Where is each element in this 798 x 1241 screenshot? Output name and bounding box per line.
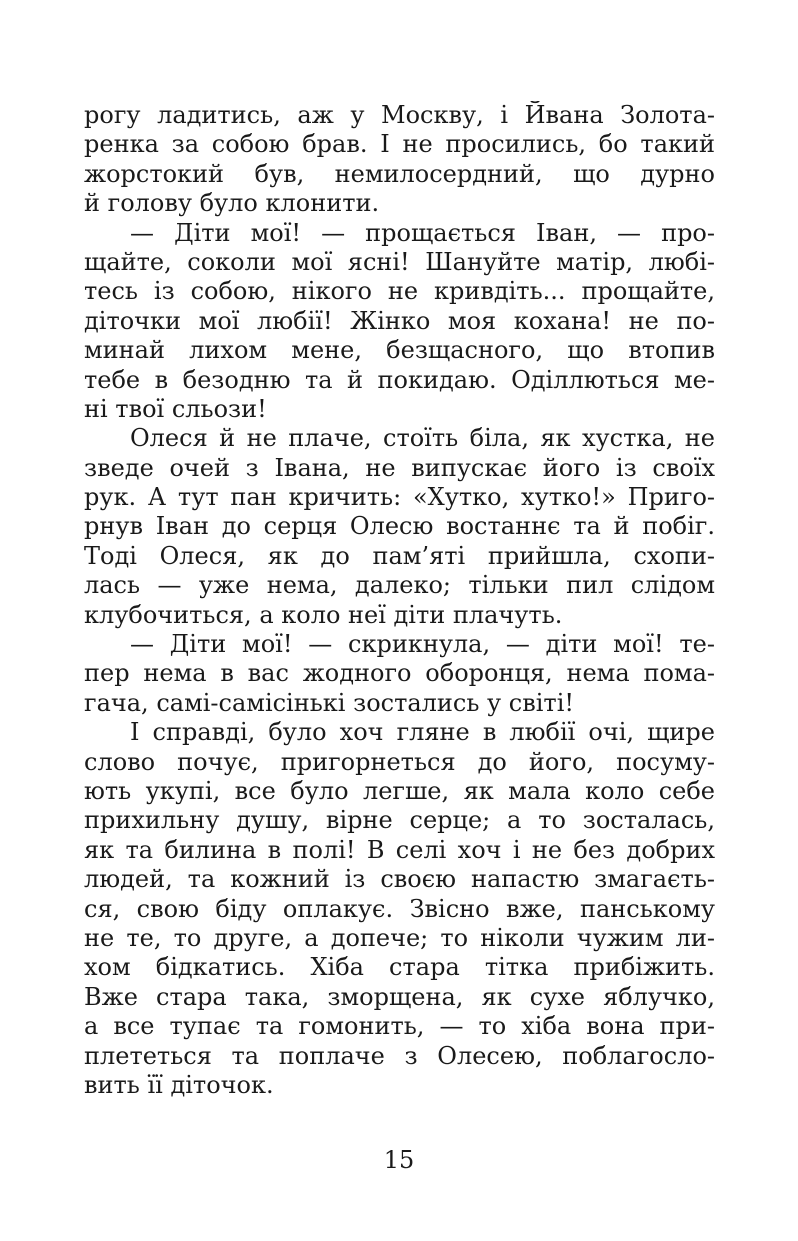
text-line: лась — уже нема, далеко; тільки пил слідом (84, 571, 715, 600)
text-line: ні твої сльози! (84, 394, 267, 423)
text-line: жорстокий був, немилосердний, що дурно (84, 159, 715, 188)
text-line: Вже стара така, зморщена, як сухе яблучко, (84, 982, 715, 1011)
text-line: пер нема в вас жодного оборонця, нема пома- (84, 659, 715, 688)
text-line: — Діти мої! — скрикнула, — діти мої! те- (130, 630, 715, 659)
text-line: а все тупає та гомонить, — то хіба вона при- (84, 1012, 715, 1041)
text-line: гача, самі-самісінькі зостались у світі! (84, 688, 575, 717)
page-number: 15 (383, 1146, 415, 1174)
text-line: ють укупі, все було легше, як мала коло себе (84, 776, 715, 805)
text-line: діточки мої любії! Жінко моя кохана! не по- (84, 306, 715, 335)
text-line: Олеся й не плаче, стоїть біла, як хустка, не (130, 424, 715, 453)
text-line: Тоді Олеся, як до пам’яті прийшла, схопи- (84, 541, 715, 570)
text-line: рнув Іван до серця Олесю востаннє та й побіг. (84, 512, 715, 541)
text-line: хом бідкатись. Хіба стара тітка прибіжить. (84, 953, 715, 982)
text-line: плететься та поплаче з Олесею, поблагосло- (84, 1041, 715, 1070)
text-line: зведе очей з Івана, не випускає його із своїх (84, 453, 715, 482)
text-line: слово почує, пригорнеться до його, посуму- (84, 747, 715, 776)
text-line: клубочиться, а коло неї діти плачуть. (84, 600, 563, 629)
body-text (84, 101, 715, 1100)
text-line: людей, та кожний із своєю напастю змагаєть- (84, 865, 715, 894)
text-line: минай лихом мене, безщасного, що втопив (84, 336, 715, 365)
text-line: як та билина в полі! В селі хоч і не без добрих (84, 835, 715, 864)
text-line: щайте, соколи мої ясні! Шануйте матір, любі- (84, 247, 715, 276)
text-line: рук. А тут пан кричить: «Хутко, хутко!» Приго- (84, 483, 715, 512)
text-line: І справді, було хоч гляне в любії очі, щире (130, 718, 715, 747)
text-line: тесь із собою, нікого не кривдіть... прощайте, (84, 277, 715, 306)
text-line: прихильну душу, вірне серце; а то зосталась, (84, 806, 715, 835)
text-line: вить її діточок. (84, 1070, 274, 1099)
text-line: рогу ладитись, аж у Москву, і Йвана Золота- (84, 101, 715, 129)
text-line: ренка за собою брав. І не просились, бо такий (84, 130, 715, 159)
text-line: — Діти мої! — прощається Іван, — про- (130, 218, 715, 247)
text-line: не те, то друге, а допече; то ніколи чужим ли- (84, 923, 715, 952)
text-line: ся, свою біду оплакує. Звісно вже, панському (84, 894, 715, 923)
text-line: тебе в безодню та й покидаю. Оділлються ме- (84, 365, 715, 394)
text-line: й голову було клонити. (84, 189, 380, 218)
